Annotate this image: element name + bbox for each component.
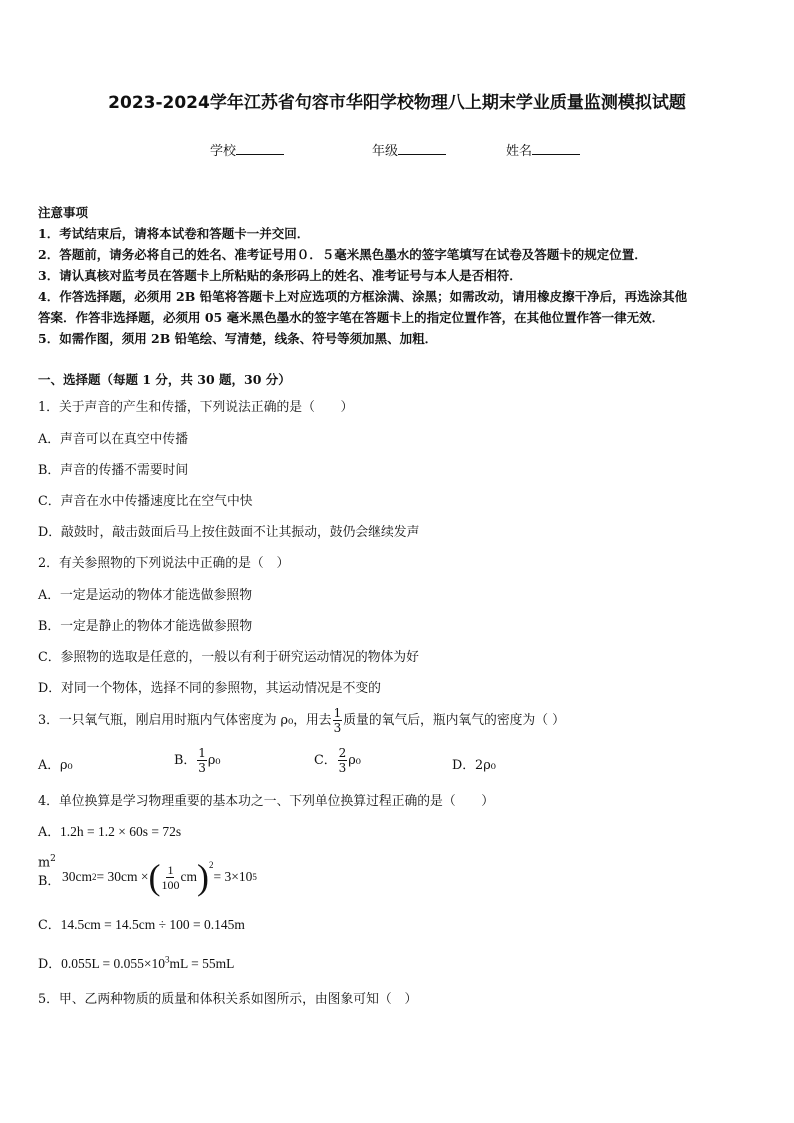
q4-b-unit: cm	[180, 869, 197, 884]
q4-option-d-math	[61, 956, 234, 971]
q4-d-right: mL = 55mL	[169, 956, 235, 971]
q3-b-den: 3	[198, 761, 206, 775]
q4-option-a-label: A．	[38, 825, 61, 840]
question-2-stem: 2．有关参照物的下列说法中正确的是（ ）	[38, 556, 290, 571]
q3-option-b-label: B．	[174, 753, 197, 768]
notice-item: 1．考试结束后，请将本试卷和答题卡一并交回．	[38, 226, 310, 241]
question-3-stem	[38, 706, 565, 735]
school-label: 学校	[210, 144, 237, 159]
school-field[interactable]	[210, 140, 284, 159]
q3-option-c-fraction	[338, 746, 348, 775]
question-1-stem: 1．关于声音的产生和传播，下列说法正确的是（ ）	[38, 400, 354, 415]
q4-b-outer-sq: 2	[208, 860, 214, 870]
notice-item: 答案．作答非选择题，必须用 05 毫米黑色墨水的签字笔在答题卡上的指定位置作答，在其他位置作答一律无效．	[38, 310, 665, 325]
q2-option-a[interactable]: A．一定是运动的物体才能选做参照物	[38, 588, 252, 603]
q1-option-b[interactable]: B．声音的传播不需要时间	[38, 463, 189, 478]
q4-b-end-sq: 2	[50, 854, 56, 864]
page-title: 2023-2024学年江苏省句容市华阳学校物理八上期末学业质量监测模拟试题	[108, 93, 686, 113]
q3-c-den: 3	[338, 761, 347, 775]
name-label: 姓名	[506, 144, 533, 159]
q3-option-a[interactable]: A．ρ₀	[38, 758, 73, 773]
notice-heading: 注意事项	[38, 205, 89, 220]
q4-option-d-label: D．	[38, 957, 62, 972]
q3-option-b[interactable]	[174, 746, 221, 775]
student-info-row	[0, 140, 794, 160]
notice-item: 5．如需作图，须用 2B 铅笔绘、写清楚，线条、符号等须加黑、加粗．	[38, 331, 438, 346]
left-paren-icon: (	[148, 857, 161, 897]
name-blank[interactable]	[532, 141, 580, 155]
q4-option-c-math: 14.5cm = 14.5cm ÷ 100 = 0.145m	[60, 917, 245, 932]
notice-item: 2．答题前，请务必将自己的姓名、准考证号用０．５毫米黑色墨水的签字笔填写在试卷及答题卡的规定位置．	[38, 247, 647, 262]
question-4-stem: 4．单位换算是学习物理重要的基本功之一、下列单位换算过程正确的是（ ）	[38, 794, 495, 809]
q4-d-exp: 3	[165, 954, 170, 965]
q3-c-num: 2	[338, 746, 347, 760]
q4-b-fraction	[161, 863, 179, 892]
right-paren-icon: )	[196, 857, 209, 897]
q4-b-den: 100	[161, 877, 180, 892]
notice-item: 3．请认真核对监考员在答题卡上所粘贴的条形码上的姓名、准考证号与本人是否相符．	[38, 268, 522, 283]
q3-option-d[interactable]: D．2ρ₀	[452, 758, 496, 773]
q2-option-d[interactable]: D．对同一个物体，选择不同的参照物，其运动情况是不变的	[38, 681, 381, 696]
q3-option-c[interactable]	[314, 746, 361, 775]
q4-option-c-label: C．	[38, 918, 61, 933]
name-field[interactable]	[506, 140, 580, 159]
q4-option-b-math	[62, 854, 257, 900]
q3-frac-den: 3	[333, 721, 342, 735]
q4-option-c[interactable]	[38, 914, 245, 933]
q3-b-tail: ρ₀	[207, 753, 221, 768]
q3-c-tail: ρ₀	[348, 753, 361, 768]
q4-option-b-label: B．	[38, 874, 61, 889]
grade-blank[interactable]	[398, 141, 446, 155]
q1-option-c[interactable]: C．声音在水中传播速度比在空气中快	[38, 494, 253, 509]
notice-item: 4．作答选择题，必须用 2B 铅笔将答题卡上对应选项的方框涂满、涂黑；如需改动，请用橡皮擦干净后，再选涂其他	[38, 289, 688, 304]
q3-option-b-fraction	[197, 746, 207, 775]
school-blank[interactable]	[236, 141, 284, 155]
q3-stem-part2: 质量的氧气后，瓶内氧气的密度为（ ）	[343, 713, 565, 728]
q3-fraction	[333, 706, 343, 735]
q4-option-b[interactable]	[38, 854, 257, 900]
q2-option-b[interactable]: B．一定是静止的物体才能选做参照物	[38, 619, 253, 634]
q3-option-c-label: C．	[314, 753, 337, 768]
q4-b-sq: 2	[92, 872, 97, 882]
q3-options	[38, 746, 558, 776]
q4-b-right: = 3×10	[213, 869, 253, 884]
q4-b-num: 1	[167, 862, 174, 877]
grade-label: 年级	[372, 144, 399, 159]
grade-field[interactable]	[372, 140, 446, 159]
q1-option-a[interactable]: A．声音可以在真空中传播	[38, 432, 189, 447]
section-heading: 一、选择题（每题 1 分，共 30 题，30 分）	[38, 372, 291, 387]
q2-option-c[interactable]: C．参照物的选取是任意的，一般以有利于研究运动情况的物体为好	[38, 650, 419, 665]
question-5-stem: 5．甲、乙两种物质的质量和体积关系如图所示，由图象可知（ ）	[38, 992, 418, 1007]
q1-option-d[interactable]: D．敲鼓时，敲击鼓面后马上按住鼓面不让其振动，鼓仍会继续发声	[38, 525, 420, 540]
q4-b-exp: 5	[252, 872, 257, 882]
q3-frac-num: 1	[333, 706, 342, 720]
q4-b-end: m	[38, 855, 51, 871]
q4-b-mid: = 30cm ×	[96, 869, 149, 884]
q4-option-a[interactable]	[38, 821, 181, 840]
q4-b-left: 30cm	[62, 869, 92, 884]
q4-d-left: 0.055L = 0.055×10	[61, 956, 166, 971]
q4-option-d[interactable]	[38, 953, 234, 972]
q3-b-num: 1	[198, 746, 206, 760]
q4-option-a-math: 1.2h = 1.2 × 60s = 72s	[60, 824, 182, 839]
q3-stem-part1: 3．一只氧气瓶，刚启用时瓶内气体密度为 ρ₀，用去	[38, 713, 332, 728]
